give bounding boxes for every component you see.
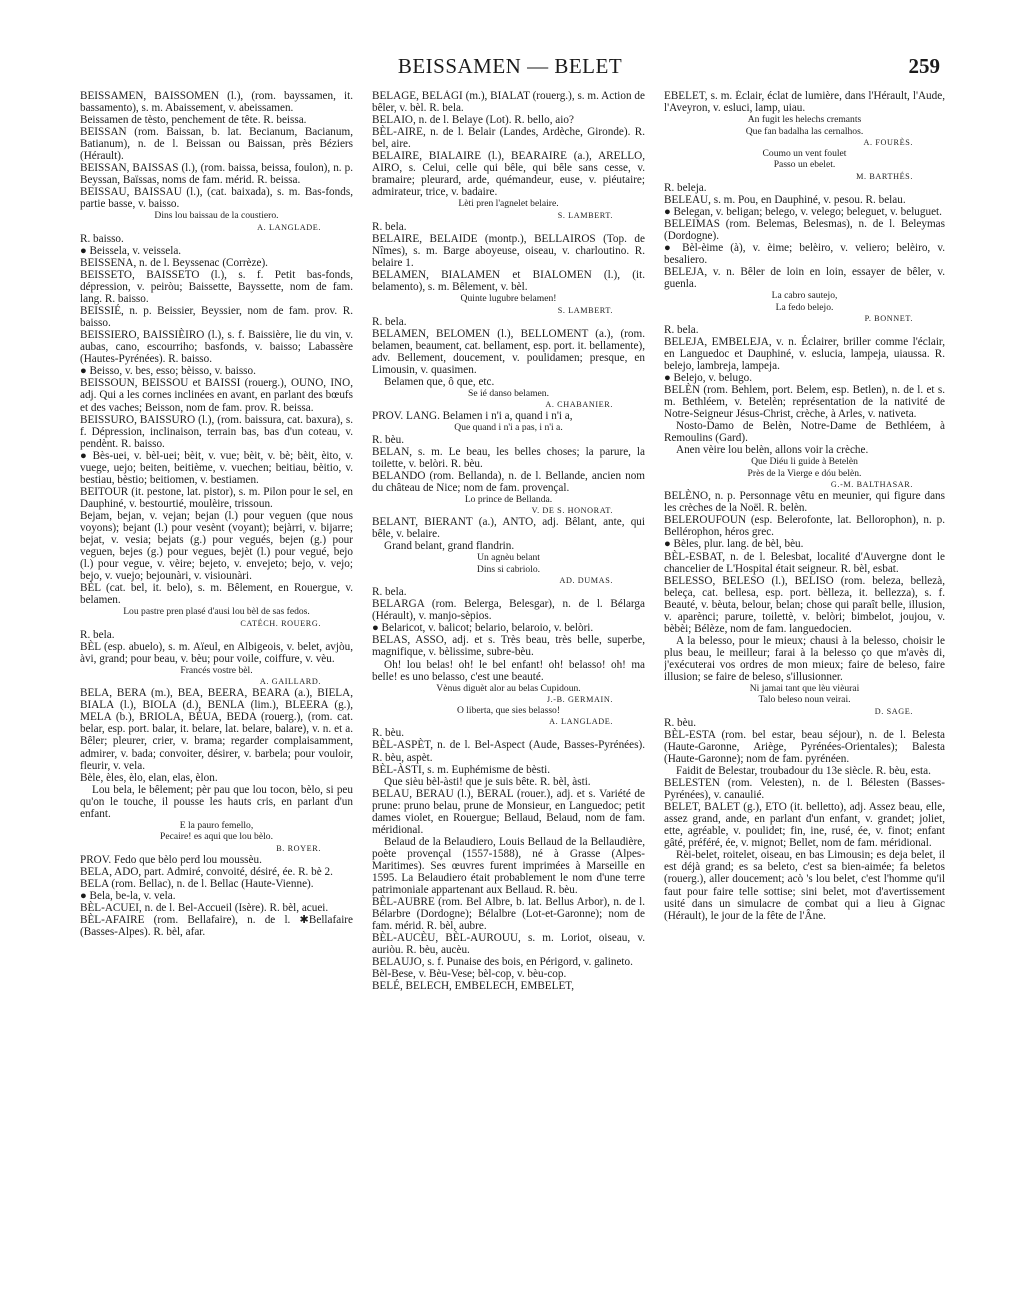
entry-text: Bèle, èles, èlo, elan, elas, èlon. — [80, 771, 218, 784]
entry-text: BELÉ, BELECH, EMBELECH, EMBELET, — [372, 980, 575, 993]
entry-subtext: A la belesso, pour le mieux; chausi à la belesso, choisir le plus beau, le meilleur; farai à la belesso ço que m'avès di, j'exécuterai vos ordres de mon mieux; faire de beleso, faire illusion; se faire de beleso, s'illusionner. — [664, 634, 945, 683]
entry-text: R. baisso. — [80, 232, 124, 245]
quotation-line: La cabro sautejo, — [771, 290, 838, 302]
entry-text: BELANDO (rom. Bellanda), n. de l. Bellande, ancien nom du château de Nice; nom de fam. provençal. — [372, 469, 645, 494]
quotation-line: Lou pastre pren plasé d'ausi lou bèl de sas fedos. — [123, 606, 310, 618]
quotation-author: A. FOURÈS. — [863, 137, 913, 147]
entry-text: ● Bèl-èime (à), v. èime; belèiro, v. veliero; belèiro, v. besaliero. — [664, 241, 945, 266]
entry-subtext: Que sièu bèl-àsti! que je suis bête. R. bèl, àsti. — [384, 775, 591, 788]
entry-text: BÈL-AFAIRE (rom. Bellafaire), n. de l. ✱Bellafaire (Basses-Alpes). R. bèl, afar. — [80, 913, 353, 938]
entry-text: BEISSAN (rom. Baissan, b. lat. Becianum, Bacianum, Batianum), n. de l. Beissan ou Baissan, près Béziers (Hérault). — [80, 126, 353, 163]
entry-text: BELÈNO, n. p. Personnage vêtu en meunier, qui figure dans les crèches de la Noël. R. belèn. — [664, 490, 945, 515]
entry-text: PROV. Fedo que bèlo perd lou moussèu. — [80, 853, 262, 866]
entry-text: BELAIRE, BIALAIRE (l.), BEARAIRE (a.), ARELLO, AIRO, s. Celui, celle qui bêle, qui bêle sans cesse, v. bramaire; pleurard, arde, quémandeur, euse, v. piéutaire; admirateur, trice, v. badaire. — [372, 150, 645, 199]
entry-text: BÈL (esp. abuelo), s. m. Aïeul, en Albigeois, v. belet, avjòu, àvi, grand; pour beau, v. bèu; pour voile, coiffure, v. vèu. — [80, 640, 353, 665]
entry-text: BELAS, ASSO, adj. et s. Très beau, très belle, superbe, magnifique, v. bèlissime, subre-bèu. — [372, 634, 645, 659]
quotation-line: Vènus diguèt alor au belas Cupidoun. — [436, 682, 581, 694]
entry-text: ● Belaricot, v. balicot; belario, belaroio, v. belòri. — [372, 622, 594, 635]
entry-text: BÈL-ESBAT, n. de l. Belesbat, localité d'Auvergne dont le chancelier de L'Hospital était seigneur. R. bèl, esbat. — [664, 550, 945, 575]
entry-text: BELESTEN (rom. Velesten), n. de l. Bélesten (Basses-Pyrénées), v. canaulié. — [664, 777, 945, 802]
entry-subtext: Belaud de la Belaudiero, Louis Bellaud de la Bellaudière, poète provençal (1557-1588), né à Grasse (Alpes-Maritimes). Ses œuvres furent imprimées à Marseille en 1595. La Belaudiero était probablement le nom d'une terre patrimoniale appartenant aux Bellaud. R. bèu. — [372, 835, 645, 897]
entry-text: BÈL-AUBRE (rom. Bel Albre, b. lat. Bellus Arbor), n. de l. Bélarbre (Dordogne); Bélalbre (Lot-et-Garonne); nom de fam. mérid. R. bèl, aubre. — [372, 896, 645, 933]
quotation-author: AD. DUMAS. — [559, 576, 613, 586]
entry-text: BELAU, BERAU (l.), BERAL (rouer.), adj. et s. Variété de prune: pruno belau, prune de Monsieur, en Languedoc; petit dames violet, en Rouergue; Bellaud, Belaud, nom de fam. méridional. — [372, 787, 645, 836]
entry-text: ● Beissela, v. veissela. — [80, 244, 182, 257]
page-number: 259 — [908, 54, 940, 78]
entry-text: BEISSAMEN, BAISSOMEN (l.), (rom. bayssamen, it. bassamento), s. m. Abaissement, v. abeissamen. — [80, 90, 353, 115]
quotation-author: A. LANGLADE. — [549, 717, 613, 727]
quotation-author: A. CHABANIER. — [545, 400, 613, 410]
entry-text: BEISSAU, BAISSAU (l.), (cat. baixada), s. m. Bas-fonds, partie basse, v. baisso. — [80, 186, 353, 211]
quotation-line: Pecaire! es aqui que lou bèlo. — [160, 831, 273, 843]
entry-text: BÈL-ESTA (rom. bel estar, beau séjour), n. de l. Belesta (Haute-Garonne, Ariège, Pyrénées-Orientales); Balesta (Haute-Garonne); nom de fam. pyrénéen. — [664, 728, 945, 765]
entry-text: BEISSETO, BAISSETO (l.), s. f. Petit bas-fonds, dépression, v. peiròu; Baissette, Bayssette, nom de fam. lang. R. baisso. — [80, 269, 353, 306]
entry-text: BELAMEN, BIALAMEN et BIALOMEN (l.), (it. belamento), s. m. Bêlement, v. bèl. — [372, 269, 645, 294]
quotation-author: V. DE S. HONORAT. — [531, 506, 613, 516]
entry-text: BELEROUFOUN (esp. Belerofonte, lat. Bellorophon), n. p. Bellérophon, héros grec. — [664, 514, 945, 539]
entry-text: BÈL-ASPÈT, n. de l. Bel-Aspect (Aude, Basses-Pyrénées). R. bèu, aspèt. — [372, 739, 645, 764]
entry-text: BÈL-AUCÈU, BÈL-AUROUU, s. m. Loriot, oiseau, v. auriòu. R. bèu, aucèu. — [372, 932, 645, 957]
entry-subtext: Grand belant, grand flandrin. — [384, 540, 515, 553]
entry-text: R. bela. — [372, 315, 407, 328]
entry-text: ● Bèles, plur. lang. de bèl, bèu. — [664, 538, 804, 551]
page-header — [80, 54, 940, 88]
entry-subtext: Oh! lou belas! oh! le bel enfant! oh! belasso! oh! ma belle! es uno belasso, c'est une beauté. — [372, 658, 645, 683]
entry-text: BELA, ADO, part. Admiré, convoité, désiré, ée. R. bè 2. — [80, 865, 333, 878]
quotation-line: Que quand i n'i a pas, i n'i a. — [454, 422, 563, 434]
quotation-line: Passo un ebelet. — [773, 159, 836, 171]
quotation-line: Lo prince de Bellanda. — [464, 493, 553, 505]
entry-subtext: Rèi-belet, roitelet, oiseau, en bas Limousin; es deja belet, il est déjà grand; es sa beleto, c'est sa bien-aimée; fa beletos (rouerg.), aller doucement; acò 's lou belet, c'est l'homme qu'il faut pour faire telle sottise; sini belet, mot d'avertissement usité dans un simulacre de combat qui a lieu à Gignac (Hérault), le jour de la fête de l'Âne. — [664, 849, 945, 922]
entry-text: R. bèu. — [372, 727, 405, 740]
entry-text: BELAN, s. m. Le beau, les belles choses; la parure, la toilette, v. belòri. R. bèu. — [372, 445, 645, 470]
entry-text: BÈL (cat. bel, it. belo), s. m. Bêlement, en Rouergue, v. belamen. — [80, 582, 353, 607]
quotation-author: D. SAGE. — [874, 706, 913, 716]
quotation-line: Francés vostre bèl. — [180, 664, 253, 676]
quotation-author: P. BONNET. — [864, 313, 913, 323]
quotation-line: Que Diéu li guide à Betelèn — [751, 456, 858, 468]
entry-text: BELA (rom. Bellac), n. de l. Bellac (Haute-Vienne). — [80, 877, 314, 890]
quotation-author: A. LANGLADE. — [257, 222, 321, 232]
entry-text: Bejam, bejan, v. vejan; bejan (l.) pour veguen (que nous voyons); bejant (l.) pour vesènt (voyant); bejàrri, v. bijarre; bejat, v. vesia; bejats (g.) pour vegués, bejen (g.) pour veguen, bejes (g.) pour vegues, bejèt (l.) pour vegué, bejo (l.) pour vegue, v. vèire; bejeto, v. envejeto; bejo, v. vejo; bejo, v. vuejo; bejounàri, v. visiounàri. — [80, 509, 353, 583]
running-head: BEISSAMEN — BELET — [397, 54, 623, 78]
entry-text: ● Belejo, v. belugo. — [664, 372, 753, 385]
text-columns — [80, 90, 945, 1295]
entry-text: BEISSAN, BAISSAS (l.), (rom. baissa, beissa, foulon), n. p. Beyssan, Baïssas, noms de fam. mérid. R. beissa. — [80, 162, 353, 187]
quotation-author: G.-M. BALTHASAR. — [830, 480, 913, 490]
entry-text: R. bèu. — [372, 433, 405, 446]
entry-text: BELAUJO, s. f. Punaise des bois, en Périgord, v. galineto. — [372, 956, 633, 969]
entry-text: R. bela. — [372, 220, 407, 233]
entry-text: ● Bela, be-la, v. vela. — [80, 889, 176, 902]
entry-text: R. beleja. — [664, 181, 707, 194]
entry-subtext: Faidit de Belestar, troubadour du 13e siècle. R. bèu, esta. — [676, 765, 931, 778]
entry-text: BELÈN (rom. Behlem, port. Belem, esp. Betlen), n. de l. et s. m. Bethléem, v. Betelèn; représentation de la nativité de Notre-Seigneur Jésus-Christ, crèche, à Arles, v. nativeta. — [664, 384, 945, 421]
quotation-line: La fedo belejo. — [775, 301, 834, 313]
entry-text: BEISSENA, n. de l. Beyssenac (Corrèze). — [80, 256, 268, 269]
quotation-line: Dins si cabriolo. — [476, 563, 541, 575]
quotation-line: Quinte lugubre belamen! — [460, 293, 557, 305]
quotation-line: Dins lou baissau de la coustiero. — [154, 210, 279, 222]
quotation-line: O liberta, que sies belasso! — [456, 705, 561, 717]
entry-text: PROV. LANG. Belamen i n'i a, quand i n'i a, — [372, 410, 573, 423]
entry-text: BELEAU, s. m. Pou, en Dauphiné, v. pesou. R. belau. — [664, 193, 906, 206]
quotation-author: S. LAMBERT. — [557, 210, 613, 220]
quotation-author: S. LAMBERT. — [557, 305, 613, 315]
entry-text: EBELET, s. m. Éclair, éclat de lumière, dans l'Hérault, l'Aude, l'Aveyron, v. esluci, lamp, uiau. — [664, 90, 945, 115]
quotation-author: B. ROYER. — [276, 843, 321, 853]
entry-text: BEITOUR (it. pestone, lat. pistor), s. m. Pilon pour le sel, en Dauphiné, v. bestourtié, moulèire, trissoun. — [80, 485, 353, 510]
entry-text: R. bèu. — [664, 716, 697, 729]
quotation-line: Que fan badalha las cernalhos. — [745, 125, 864, 137]
quotation-author: A. GAILLARD. — [259, 677, 321, 687]
column-right — [664, 90, 945, 1295]
entry-text: ● Bès-uei, v. bèl-uei; bèit, v. vue; bèit, v. bè; bèit, èito, v. vuege, uejo; beiten, beitième, v. vuechen; beitiau, bèitio, v. bestiau, bèstio; beitiomen, v. bestiamen. — [80, 449, 353, 486]
entry-subtext: Belamen que, ô que, etc. — [384, 375, 495, 388]
quotation-author: CATÉCH. ROUERG. — [240, 618, 321, 628]
quotation-line: Talo beleso noun veirai. — [758, 694, 851, 706]
quotation-line: Lèti pren l'agnelet belaire. — [458, 198, 559, 210]
quotation-line: E la pauro femello, — [179, 819, 254, 831]
entry-text: BELAMEN, BELOMEN (l.), BELLOMENT (a.), (rom. belamen, beaument, cat. bellament, esp. port. it. bellamente), adv. Bellement, doucement, v. poulidamen; presque, en Limousin, v. quasimen. — [372, 327, 645, 376]
entry-text: BELEJA, v. n. Bêler de loin en loin, essayer de bêler, v. guenla. — [664, 266, 945, 291]
entry-text: R. bela. — [372, 586, 407, 599]
column-middle — [372, 90, 645, 1295]
entry-text: BELESSO, BELESO (l.), BELISO (rom. beleza, bellezà, beleça, cat. bellesa, esp. port. bèlleza, it. bellezza), s. f. Beauté, v. bèuta, belour, belan; chose qui paraît belle, illusion, v. aparènci; parure, toilettè, v. belòri; bimbelot, joujou, v. bèbèi; Bélèze, nom de fam. languedocien. — [664, 574, 945, 635]
quotation-line: Un agnèu belant — [477, 552, 540, 564]
entry-text: BÈL-ÀSTI, s. m. Euphémisme de bèsti. — [372, 763, 551, 776]
entry-text: BELAIO, n. de l. Belaye (Lot). R. bello, aio? — [372, 114, 574, 127]
entry-text: BEISSOUN, BEISSOU et BAISSI (rouerg.), OUNO, INO, adj. Qui a les cornes inclinées en avant, en parlant des bœufs et des vaches; Beisson, nom de fam. prov. R. beissa. — [80, 377, 353, 414]
entry-text: BEISSIERO, BAISSIÈIRO (l.), s. f. Baissière, lie du vin, v. aubas, cano, escourriho; basfonds, v. baisso; Labassère (Hautes-Pyrénées). R. baisso. — [80, 329, 353, 366]
quotation-author: M. BARTHÉS. — [856, 171, 913, 181]
quotation-line: Coumo un vent foulet — [762, 147, 847, 159]
entry-subtext: Anen vèire lou belèn, allons voir la crèche. — [676, 444, 869, 457]
entry-text: Bèl-Bese, v. Bèu-Vese; bèl-cop, v. bèu-cop. — [372, 968, 567, 981]
column-left — [80, 90, 353, 1295]
entry-text: BELAIRE, BELAIDE (montp.), BELLAIROS (Top. de Nîmes), s. m. Barge aboyeuse, oiseau, v. charloutino. R. belaire 1. — [372, 232, 645, 269]
entry-text: Beissamen de tèsto, penchement de tête. R. beissa. — [80, 114, 307, 127]
quotation-line: Se ié danso belamen. — [468, 387, 549, 399]
entry-text: BELEIMAS (rom. Belemas, Belesmas), n. de l. Beleymas (Dordogne). — [664, 217, 945, 242]
entry-text: BELARGA (rom. Belerga, Belesgar), n. de l. Bélarga (Hérault), v. manjo-sèpios. — [372, 598, 645, 623]
entry-text: BELANT, BIERANT (a.), ANTO, adj. Bêlant, ante, qui bêle, v. belaire. — [372, 516, 645, 541]
entry-text: R. bela. — [664, 323, 699, 336]
entry-text: BÈL-ACUEI, n. de l. Bel-Accueil (Isère). R. bèl, acuei. — [80, 901, 329, 914]
entry-text: ● Beisso, v. bes, esso; bèisso, v. baisso. — [80, 365, 256, 378]
entry-text: BELET, BALET (g.), ETO (it. belletto), adj. Assez beau, elle, assez grand, ande, en parlant d'un enfant, v. grandet; joliet, ette, agréable, v. poulidet; fin, ine, rusé, ée, v. finot; enfant gâté, préféré, ée, v. mignot; Bellet, nom de fam. méridional. — [664, 801, 945, 850]
quotation-line: Ni jamai tant que lèu vièurai — [749, 683, 860, 695]
entry-subtext: Nosto-Damo de Belèn, Notre-Dame de Bethléem, à Remoulins (Gard). — [664, 420, 945, 445]
entry-text: BÈL-AIRE, n. de l. Belair (Landes, Ardèche, Gironde). R. bel, aire. — [372, 126, 645, 151]
entry-text: R. bela. — [80, 628, 115, 641]
quotation-line: Près de la Vierge e dóu belèn. — [747, 467, 862, 479]
entry-text: BEISSIÉ, n. p. Beissier, Beyssier, nom de fam. prov. R. baisso. — [80, 305, 353, 330]
entry-text: BELA, BERA (m.), BEA, BEERA, BEARA (a.), BIELA, BIALA (l.), BIOLA (d.), BENLA (lim.), BLEERA (g.), MELA (b.), BRIOLA, BÉUA, BEDA (rouerg.), (rom. cat. belar, esp. port. balar, it. belare, lat. belare, balare), v. n. et a. Bêler; pleurer, crier, v. brama; regarder complaisamment, admirer, v. bada; convoiter, désirer, v. barbela; pour vouloir, fleurir, v. vela. — [80, 687, 353, 772]
entry-text: ● Belegan, v. beligan; belego, v. velego; beleguet, v. beluguet. — [664, 205, 942, 218]
entry-text: BELEJA, EMBELEJA, v. n. Éclairer, briller comme l'éclair, en Languedoc et Dauphiné, v. eslucia, lampeja, uiaussa. R. belejo, lambreja, lampeja. — [664, 336, 945, 373]
quotation-line: An fugit les helechs cremants — [747, 114, 862, 126]
quotation-author: J.-B. GERMAIN. — [546, 695, 613, 705]
entry-text: BEISSURO, BAISSURO (l.), (rom. baissura, cat. baxura), s. f. Dépression, inclinaison, terrain bas, bas d'un coteau, v. pendènt. R. baisso. — [80, 413, 353, 450]
entry-subtext: Lou bela, le bêlement; pèr pau que lou tocon, bèlo, si peu qu'on le touche, il pousse les hauts cris, en parlant d'un enfant. — [80, 783, 353, 820]
entry-text: BELAGE, BELÀGI (m.), BIALAT (rouerg.), s. m. Action de bêler, v. bèl. R. bela. — [372, 90, 645, 115]
